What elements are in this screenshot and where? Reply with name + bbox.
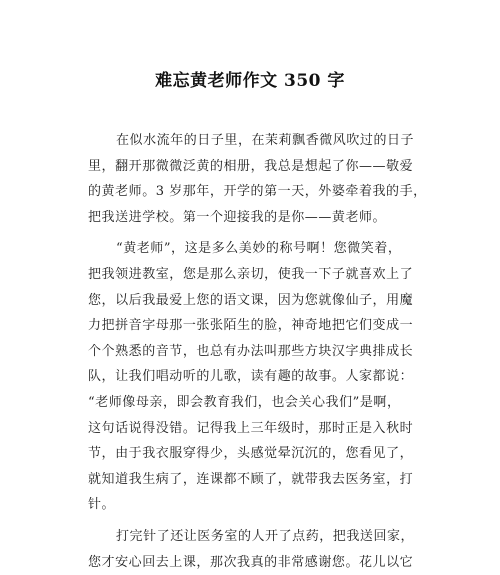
document-title: 难忘黄老师作文 350 字 — [0, 66, 500, 91]
paragraph-2 — [88, 236, 418, 518]
paragraph-3 — [88, 524, 418, 575]
text-line: 您才安心回去上课，那次我真的非常感谢您。花儿以它 — [88, 550, 418, 575]
text-line: 在似水流年的日子里，在茉莉飘香微风吹过的日子 — [88, 128, 418, 154]
text-line: 个个熟悉的音节，也总有办法叫那些方块汉字典排成长 — [88, 339, 418, 365]
text-line: 的黄老师。3 岁那年，开学的第一天，外婆牵着我的手， — [88, 179, 418, 205]
text-line: 就知道我生病了，连课都不顾了，就带我去医务室，打 — [88, 467, 418, 493]
document-body — [88, 128, 418, 575]
text-line: 队，让我们唱动听的儿歌，读有趣的故事。人家都说： — [88, 364, 418, 390]
text-line: 您，以后我最爱上您的语文课，因为您就像仙子，用魔 — [88, 288, 418, 314]
text-line: 打完针了还让医务室的人开了点药，把我送回家， — [88, 524, 418, 550]
text-line: “老师像母亲，即会教育我们，也会关心我们”是啊， — [88, 390, 418, 416]
text-line: 把我领进教室，您是那么亲切，使我一下子就喜欢上了 — [88, 262, 418, 288]
text-line: 这句话说得没错。记得我上三年级时，那时正是入秋时 — [88, 416, 418, 442]
text-line: 把我送进学校。第一个迎接我的是你——黄老师。 — [88, 205, 418, 231]
paragraph-1 — [88, 128, 418, 230]
text-line: 力把拼音字母那一张张陌生的脸，神奇地把它们变成一 — [88, 313, 418, 339]
text-line: 针。 — [88, 492, 418, 518]
text-line: 里，翻开那微微泛黄的相册，我总是想起了你——敬爱 — [88, 154, 418, 180]
text-line: “黄老师”，这是多么美妙的称号啊！您微笑着， — [88, 236, 418, 262]
text-line: 节，由于我衣服穿得少，头感觉晕沉沉的，您看见了， — [88, 441, 418, 467]
